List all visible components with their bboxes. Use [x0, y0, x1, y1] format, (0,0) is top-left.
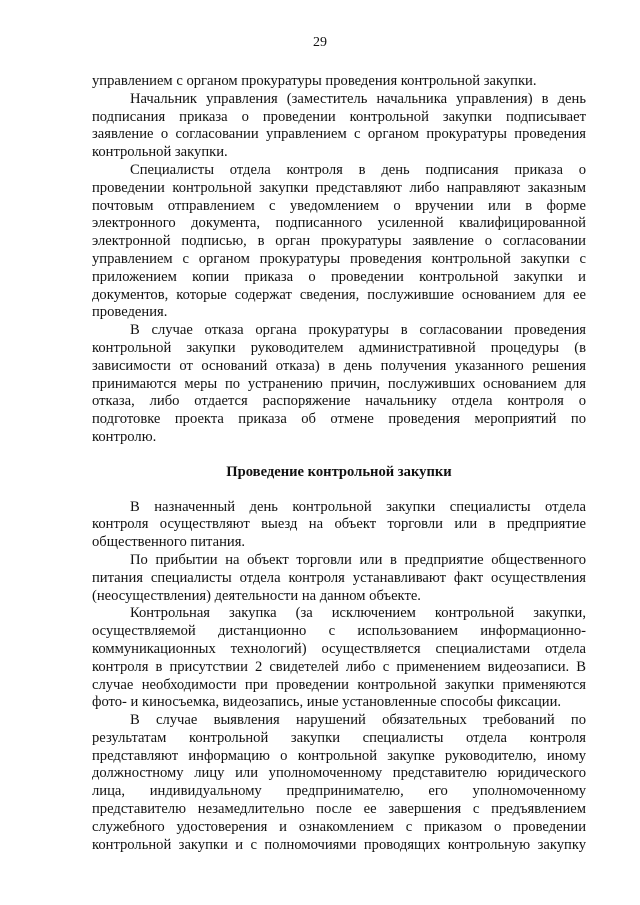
paragraph [92, 712, 586, 854]
text-line: В случае выявления нарушений обязательных требований по [130, 712, 586, 729]
text-line: Начальник управления (заместитель начальника управления) в день [130, 90, 586, 107]
text-line: лица, индивидуальному предпринимателю, его уполномоченному [92, 783, 586, 800]
text-line: управлением с органом прокуратуры проведения контрольной закупки с [92, 250, 586, 267]
text-line: проведении контрольной закупки представляют либо направляют заказным [92, 179, 586, 196]
text-line: случае необходимости при проведении контрольной закупки применяются [92, 676, 586, 693]
text-line: подписания приказа о проведении контрольной закупки подписывает [92, 108, 586, 125]
text-line: представителю незамедлительно после ее завершения с предъявлением [92, 801, 586, 818]
text-line: служебного удостоверения и ознакомлением с приказом о проведении [92, 818, 586, 835]
text-line: общественного питания. [92, 534, 246, 551]
text-line: документов, которые содержат сведения, послужившие основанием для ее [92, 286, 586, 303]
text-line: осуществляемой дистанционно с использованием информационно- [92, 623, 586, 640]
paragraph [92, 605, 586, 712]
text-line: питания специалисты отдела контроля устанавливают факт осуществления [92, 569, 586, 586]
text-line: фото- и киносъемка, видеозапись, иные установленные способы фиксации. [92, 694, 562, 711]
text-line: Контрольная закупка (за исключением контрольной закупки, [130, 605, 586, 622]
text-line: контрольной закупки. [92, 144, 228, 161]
text-line: зависимости от оснований отказа) в день получения указанного решения [92, 357, 586, 374]
paragraph [92, 91, 586, 162]
page-number: 29 [313, 35, 327, 50]
paragraph [92, 162, 586, 322]
text-line: принимаются меры по устранению причин, послуживших основанием для [92, 375, 586, 392]
text-line: почтовым отправлением с уведомлением о вручении или в форме [92, 197, 586, 214]
text-line: контрольной закупки руководителем административной процедуры (в [92, 339, 586, 356]
text-line: контролю. [92, 428, 157, 445]
text-line: коммуникационных технологий) осуществляется специалистами отдела [92, 640, 586, 657]
document-body [92, 73, 586, 854]
paragraph [92, 322, 586, 447]
text-line: контроля в присутствии 2 свидетелей либо с применением видеозаписи. В [92, 658, 586, 675]
text-line: электронного документа, подписанного усиленной квалифицированной [92, 215, 586, 232]
section-heading: Проведение контрольной закупки [226, 463, 452, 480]
text-line: В случае отказа органа прокуратуры в согласовании проведения [130, 322, 586, 339]
text-line: В назначенный день контрольной закупки специалисты отдела [130, 498, 586, 515]
text-line: управлением с органом прокуратуры проведения контрольной закупки. [92, 73, 537, 89]
text-line: электронной подписью, в орган прокуратуры заявление о согласовании [92, 233, 586, 250]
text-line: должностному лицу или уполномоченному представителю юридического [92, 765, 586, 782]
text-line: По прибытии на объект торговли или в предприятие общественного [130, 551, 586, 568]
text-line: приложением копии приказа о проведении контрольной закупки и [92, 268, 586, 285]
paragraph [92, 73, 586, 91]
section-before-heading [92, 73, 586, 447]
text-line: контроля осуществляют выезд на объект торговли или в предприятие [92, 516, 586, 533]
text-line: проведения. [92, 304, 168, 321]
paragraph [92, 499, 586, 552]
text-line: подготовке проекта приказа об отмене проведения мероприятий по [92, 411, 586, 428]
text-line: отказа, либо отдается распоряжение начальнику отдела контроля о [92, 393, 586, 410]
section-after-heading [92, 499, 586, 855]
text-line: результатам контрольной закупки специалисты отдела контроля [92, 729, 586, 746]
text-line: (неосуществления) деятельности на данном объекте. [92, 587, 421, 604]
text-line: заявление о согласовании управлением с органом прокуратуры проведения [92, 126, 586, 143]
paragraph [92, 552, 586, 605]
text-line: контрольной закупки и с полномочиями проводящих контрольную закупку [92, 836, 586, 853]
text-line: представляют информацию о контрольной закупке руководителю, иному [92, 747, 586, 764]
text-line: Специалисты отдела контроля в день подписания приказа о [130, 161, 586, 178]
